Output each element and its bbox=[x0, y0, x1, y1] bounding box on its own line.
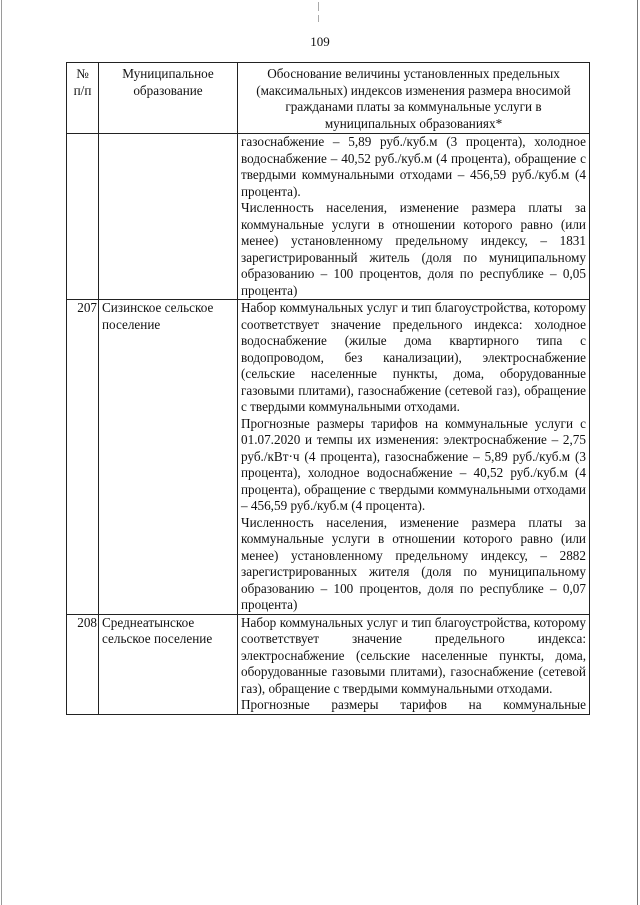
row-municipality: Среднеатынское сельское поселение bbox=[99, 614, 238, 714]
header-number: № п/п bbox=[67, 63, 99, 134]
table-row bbox=[67, 614, 590, 714]
table-row bbox=[67, 134, 590, 300]
row-justification bbox=[238, 300, 590, 615]
justification-paragraph: Численность населения, изменение размера платы за коммунальные услуги в отношении которого равно (или менее) установленному предельному индексу, – 1831 зарегистрированный житель (доля по муниципальному образованию – 100 процентов, доля по республике – 0,05 процента) bbox=[241, 200, 586, 298]
scan-right-edge bbox=[637, 0, 638, 905]
row-municipality: Сизинское сельское поселение bbox=[99, 300, 238, 615]
tariff-table bbox=[66, 62, 590, 715]
header-justification: Обоснование величины установленных предельных (максимальных) индексов изменения размера вносимой гражданами платы за коммунальные услуги в муниципальных образованиях* bbox=[238, 63, 590, 134]
header-municipality: Муниципальное образование bbox=[99, 63, 238, 134]
page-number: 109 bbox=[310, 34, 330, 49]
table-row bbox=[67, 300, 590, 615]
scan-artifact-mark bbox=[318, 2, 319, 11]
row-number: 208 bbox=[67, 614, 99, 714]
justification-paragraph: Набор коммунальных услуг и тип благоустройства, которому соответствует значение предельного индекса: электроснабжение (сельские населенные пункты, дома, оборудованные газовыми плитами), газоснабжение (сетевой газ), обращение с твердыми коммунальными отходами. bbox=[241, 614, 586, 696]
row-municipality bbox=[99, 134, 238, 300]
scan-left-edge bbox=[1, 0, 2, 905]
justification-paragraph: Прогнозные размеры тарифов на коммунальные услуги с 01.07.2020 и темпы их изменения: электроснабжение – 2,75 руб./кВт·ч (4 процента), газоснабжение – 5,89 руб./куб.м (3 процента), холодное водоснабжение – 40,52 руб./куб.м (4 процента), обращение с твердыми коммунальными отходами – 456,59 руб./куб.м (4 процента). bbox=[241, 415, 586, 513]
row-number bbox=[67, 134, 99, 300]
row-justification bbox=[238, 134, 590, 300]
row-justification bbox=[238, 614, 590, 714]
justification-paragraph: Набор коммунальных услуг и тип благоустройства, которому соответствует значение предельного индекса: холодное водоснабжение (жилые дома квартирного типа с водопроводом, без канализации), электроснабжение (сельские населенные пункты, дома, оборудованные газовыми плитами), газоснабжение (сетевой газ), обращение с твердыми коммунальными отходами. bbox=[241, 300, 586, 414]
justification-paragraph: газоснабжение – 5,89 руб./куб.м (3 процента), холодное водоснабжение – 40,52 руб./куб.м (4 процента), обращение с твердыми коммунальными отходами – 456,59 руб./куб.м (4 процента). bbox=[241, 134, 586, 199]
scan-artifact-mark bbox=[318, 15, 319, 22]
row-number: 207 bbox=[67, 300, 99, 615]
justification-paragraph: Прогнозные размеры тарифов на коммунальные bbox=[241, 697, 586, 712]
table-header-row bbox=[67, 63, 590, 134]
justification-paragraph: Численность населения, изменение размера платы за коммунальные услуги в отношении которого равно (или менее) установленному предельному индексу, – 2882 зарегистрированных жителя (доля по муниципальному образованию – 100 процентов, доля по республике – 0,07 процента) bbox=[241, 514, 586, 612]
